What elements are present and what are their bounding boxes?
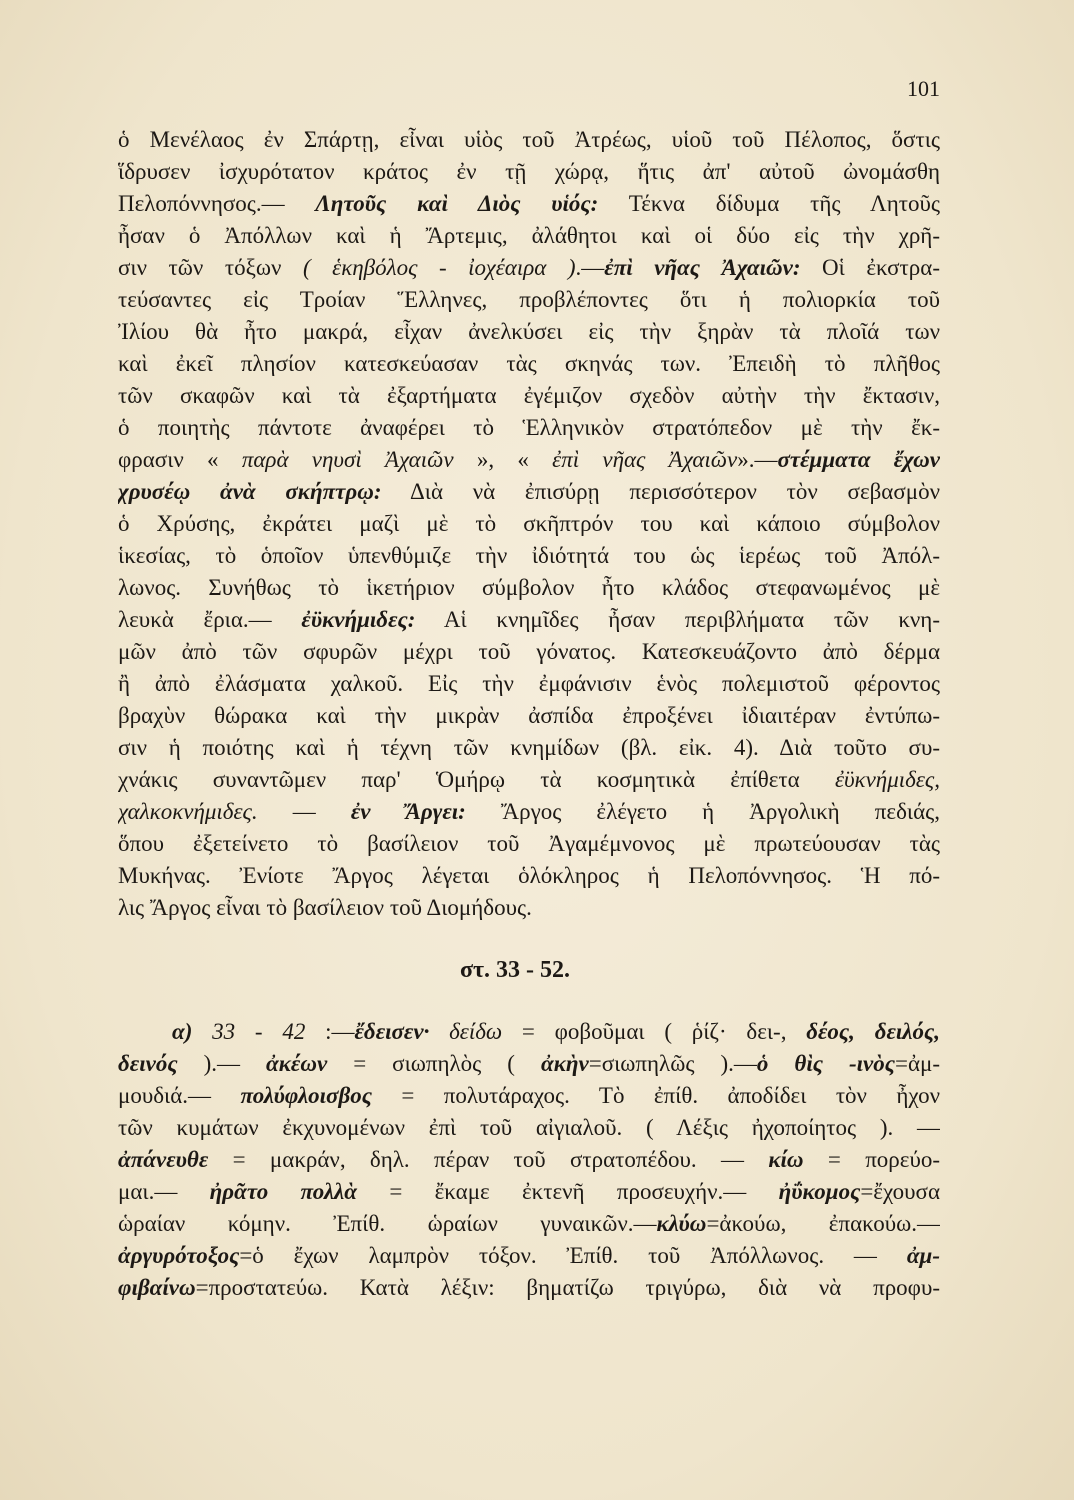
text-line bbox=[118, 1176, 940, 1208]
text-line bbox=[118, 220, 940, 252]
text-run: λωνος. Συνήθως τὸ ἱκετήριον σύμβολον ἦτο κλάδος στεφανωμένος μὲ bbox=[118, 575, 940, 600]
text-run: Ἰλίου θὰ ἦτο μακρά, εἶχαν ἀνελκύσει εἰς τὴν ξηρὰν τὰ πλοῖά των bbox=[118, 319, 940, 344]
commentary-paragraph bbox=[118, 124, 940, 924]
text-run: :— bbox=[305, 1019, 355, 1044]
text-line bbox=[118, 380, 940, 412]
text-line bbox=[118, 124, 940, 156]
lemma: δεινός bbox=[118, 1051, 178, 1076]
text-run: Οἱ ἐκστρα- bbox=[800, 255, 940, 280]
text-run: Μυκήνας. Ἐνίοτε Ἄργος λέγεται ὁλόκληρος ἡ Πελοπόννησος. Ἡ πό- bbox=[118, 863, 940, 888]
item-marker: α) bbox=[172, 1019, 193, 1044]
text-line bbox=[118, 828, 940, 860]
text-line bbox=[118, 316, 940, 348]
italic-run: ( ἑκηβόλος - ἰοχέαιρα ) bbox=[302, 255, 576, 280]
text-line bbox=[118, 412, 940, 444]
text-line bbox=[118, 1080, 940, 1112]
text-run: = φοβοῦμαι ( ῥίζ· δει-, bbox=[502, 1019, 807, 1044]
verse-range: 33 - 42 bbox=[212, 1019, 306, 1044]
text-line bbox=[118, 156, 940, 188]
lemma: φιβαίνω bbox=[118, 1275, 196, 1300]
lemma: κίω bbox=[768, 1147, 804, 1172]
text-run: μουδιά.— bbox=[118, 1083, 241, 1108]
text-run: ὅπου ἐξετείνετο τὸ βασίλειον τοῦ Ἀγαμέμνονος μὲ πρωτεύουσαν τὰς bbox=[118, 831, 940, 856]
text-line bbox=[118, 764, 940, 796]
lemma: ἐϋκνήμιδες: bbox=[301, 607, 416, 632]
text-run: ἢ ἀπὸ ἐλάσματα χαλκοῦ. Εἰς τὴν ἐμφάνισιν ἑνὸς πολεμιστοῦ φέροντος bbox=[118, 671, 940, 696]
text-run: ὁ Χρύσης, ἐκράτει μαζὶ μὲ τὸ σκῆπτρόν του καὶ κάποιο σύμβολον bbox=[118, 511, 940, 536]
lemma: ἐν Ἄργει: bbox=[350, 799, 466, 824]
text-run: =προστατεύω. Κατὰ λέξιν: βηματίζω τριγύρω, διὰ νὰ προφυ- bbox=[195, 1275, 940, 1300]
lemma: ὁ θὶς -ινὸς bbox=[756, 1051, 895, 1076]
text-line bbox=[118, 540, 940, 572]
text-run: μῶν ἀπὸ τῶν σφυρῶν μέχρι τοῦ γόνατος. Κατεσκευάζοντο ἀπὸ δέρμα bbox=[118, 639, 940, 664]
text-line bbox=[118, 572, 940, 604]
text-run: Ἄργος ἐλέγετο ἡ Ἀργολικὴ πεδιάς, bbox=[465, 799, 940, 824]
text-run bbox=[429, 1019, 449, 1044]
lemma: πολύφλοισβος bbox=[240, 1083, 372, 1108]
text-run: καὶ ἐκεῖ πλησίον κατεσκεύασαν τὰς σκηνάς των. Ἐπειδὴ τὸ πλῆθος bbox=[118, 351, 940, 376]
lemma: ἠρᾶτο πολλὰ bbox=[209, 1179, 357, 1204]
text-run: =ὁ ἔχων λαμπρὸν τόξον. Ἐπίθ. τοῦ Ἀπόλλωνος. — bbox=[239, 1243, 907, 1268]
text-line bbox=[118, 1112, 940, 1144]
text-line bbox=[118, 636, 940, 668]
page-number: 101 bbox=[907, 76, 940, 101]
text-line bbox=[118, 1208, 940, 1240]
italic-run: χαλκοκνήμιδες. bbox=[118, 799, 258, 824]
text-run: =ἀκούω, ἐπακούω.— bbox=[706, 1211, 940, 1236]
text-line bbox=[118, 1144, 940, 1176]
text-run: = μακράν, δηλ. πέραν τοῦ στρατοπέδου. — bbox=[208, 1147, 769, 1172]
text-run: = πορεύο- bbox=[803, 1147, 940, 1172]
text-run: ὁ Μενέλαος ἐν Σπάρτῃ, εἶναι υἱὸς τοῦ Ἀτρέως, υἱοῦ τοῦ Πέλοπος, ὅστις bbox=[118, 127, 940, 152]
text-line bbox=[118, 604, 940, 636]
lemma: ἀργυρότοξος bbox=[118, 1243, 240, 1268]
text-line bbox=[118, 508, 940, 540]
text-run: τεύσαντες εἰς Τροίαν Ἕλληνες, προβλέποντες ὅτι ἡ πολιορκία τοῦ bbox=[118, 287, 940, 312]
text-line bbox=[118, 476, 940, 508]
section-heading: στ. 33 - 52. bbox=[459, 957, 571, 983]
text-line bbox=[118, 444, 940, 476]
italic-run: δείδω bbox=[449, 1019, 503, 1044]
text-run: = ἔκαμε ἐκτενῆ προσευχήν.— bbox=[357, 1179, 779, 1204]
text-run: .— bbox=[575, 255, 605, 280]
text-run: Διὰ νὰ ἐπισύρῃ περισσότερον τὸν σεβασμὸν bbox=[381, 479, 940, 504]
lemma: κλύω bbox=[656, 1211, 707, 1236]
italic-run: παρὰ νηυσὶ Ἀχαιῶν bbox=[241, 447, 454, 472]
lemma: ἔδεισεν· bbox=[354, 1019, 430, 1044]
text-line bbox=[118, 284, 940, 316]
text-run: βραχὺν θώρακα καὶ τὴν μικρὰν ἀσπίδα ἐπροξένει ἰδιαιτέραν ἐντύπω- bbox=[118, 703, 940, 728]
text-run: =σιωπηλῶς ).— bbox=[588, 1051, 757, 1076]
lemma: ἠΰκομος bbox=[778, 1179, 861, 1204]
text-run: τῶν κυμάτων ἐκχυνομένων ἐπὶ τοῦ αἰγιαλοῦ. ( Λέξις ἠχοποίητος ). — bbox=[118, 1115, 940, 1140]
text-run: Αἱ κνημῖδες ἦσαν περιβλήματα τῶν κνη- bbox=[415, 607, 940, 632]
text-line bbox=[118, 860, 940, 892]
text-run: χνάκις συναντῶμεν παρ' Ὁμήρῳ τὰ κοσμητικὰ ἐπίθετα bbox=[118, 767, 835, 792]
text-line bbox=[118, 700, 940, 732]
text-line bbox=[118, 668, 940, 700]
text-run: σιν ἡ ποιότης καὶ ἡ τέχνη τῶν κνημίδων (βλ. εἰκ. 4). Διὰ τοῦτο συ- bbox=[118, 735, 940, 760]
lemma: δέος, δειλός, bbox=[806, 1019, 940, 1044]
text-run: =ἔχουσα bbox=[860, 1179, 940, 1204]
text-run: ἦσαν ὁ Ἀπόλλων καὶ ἡ Ἄρτεμις, ἀλάθητοι καὶ οἱ δύο εἰς τὴν χρῆ- bbox=[118, 223, 940, 248]
text-line bbox=[118, 348, 940, 380]
text-run: », « bbox=[453, 447, 553, 472]
glossary-paragraph bbox=[118, 1016, 940, 1304]
italic-run: ἐϋκνήμιδες, bbox=[834, 767, 940, 792]
text-line bbox=[118, 892, 940, 924]
text-run: λευκὰ ἔρια.— bbox=[118, 607, 302, 632]
text-run: φρασιν « bbox=[118, 447, 242, 472]
lemma: ἐπὶ νῆας Ἀχαιῶν: bbox=[604, 255, 801, 280]
text-run: λις Ἄργος εἶναι τὸ βασίλειον τοῦ Διομήδους. bbox=[118, 895, 532, 920]
lemma: στέμματα ἔχων bbox=[777, 447, 940, 472]
text-line bbox=[118, 1240, 940, 1272]
text-run: ).— bbox=[177, 1051, 266, 1076]
lemma: ἀμ- bbox=[906, 1243, 940, 1268]
lemma: ἀκέων bbox=[266, 1051, 328, 1076]
text-line bbox=[118, 188, 940, 220]
text-line bbox=[118, 252, 940, 284]
text-run: ὡραίαν κόμην. Ἐπίθ. ὡραίων γυναικῶν.— bbox=[118, 1211, 657, 1236]
lemma: ἀκὴν bbox=[540, 1051, 589, 1076]
text-run: — bbox=[257, 799, 351, 824]
text-run: Τέκνα δίδυμα τῆς Λητοῦς bbox=[598, 191, 940, 216]
text-run: = σιωπηλὸς ( bbox=[327, 1051, 541, 1076]
text-run: =ἀμ- bbox=[894, 1051, 940, 1076]
text-run bbox=[192, 1019, 212, 1044]
text-run: τῶν σκαφῶν καὶ τὰ ἐξαρτήματα ἐγέμιζον σχεδὸν αὐτὴν τὴν ἔκτασιν, bbox=[118, 383, 940, 408]
text-line bbox=[118, 1016, 940, 1048]
text-run: ὁ ποιητὴς πάντοτε ἀναφέρει τὸ Ἑλληνικὸν στρατόπεδον μὲ τὴν ἔκ- bbox=[118, 415, 940, 440]
text-run: σιν τῶν τόξων bbox=[118, 255, 303, 280]
text-line bbox=[118, 1048, 940, 1080]
text-run: ἱκεσίας, τὸ ὁποῖον ὑπενθύμιζε τὴν ἰδιότητά του ὡς ἱερέως τοῦ Ἀπόλ- bbox=[118, 543, 940, 568]
text-run: ».— bbox=[737, 447, 778, 472]
text-line bbox=[118, 796, 940, 828]
text-run: μαι.— bbox=[118, 1179, 210, 1204]
text-run: Πελοπόννησος.— bbox=[118, 191, 316, 216]
text-line bbox=[118, 732, 940, 764]
lemma: ἀπάνευθε bbox=[118, 1147, 209, 1172]
text-run: = πολυτάραχος. Τὸ ἐπίθ. ἀποδίδει τὸν ἦχον bbox=[371, 1083, 940, 1108]
italic-run: ἐπὶ νῆας Ἀχαιῶν bbox=[552, 447, 738, 472]
text-run: ἵδρυσεν ἰσχυρότατον κράτος ἐν τῇ χώρᾳ, ἥτις ἀπ' αὐτοῦ ὠνομάσθη bbox=[118, 159, 940, 184]
lemma: χρυσέῳ ἀνὰ σκήπτρῳ: bbox=[118, 479, 382, 504]
text-line bbox=[118, 1272, 940, 1304]
lemma: Λητοῦς καὶ Διὸς υἱός: bbox=[315, 191, 599, 216]
